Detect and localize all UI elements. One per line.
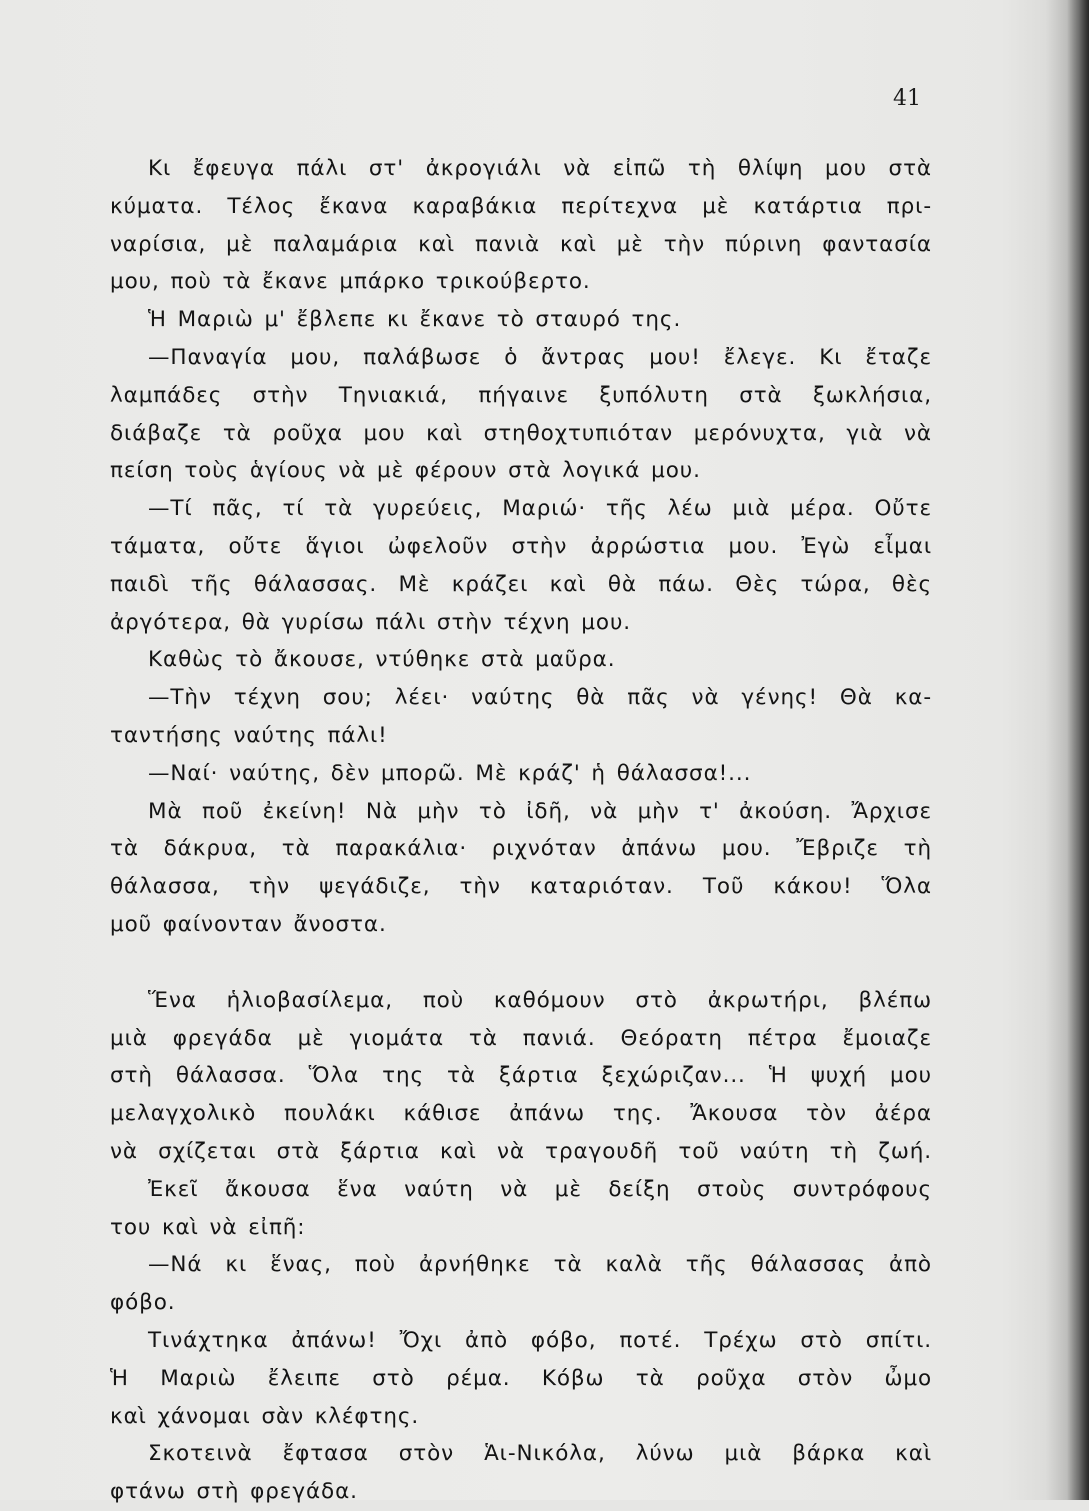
text-line: θάλασσα, τὴν ψεγάδιζε, τὴν καταριόταν. Τοῦ κάκου! Ὅλα — [110, 874, 932, 900]
text-line: πείση τοὺς ἁγίους νὰ μὲ φέρουν στὰ λογικά μου. — [110, 458, 701, 484]
text-line: νὰ σχίζεται στὰ ξάρτια καὶ νὰ τραγουδῆ τοῦ ναύτη τὴ ζωή. — [110, 1138, 932, 1164]
text-line: —Τὴν τέχνη σου; λέει· ναύτης θὰ πᾶς νὰ γένης! Θὰ κα- — [148, 685, 932, 711]
text-line: ταντήσης ναύτης πάλι! — [110, 722, 388, 748]
text-line: στὴ θάλασσα. Ὅλα της τὰ ξάρτια ξεχώριζαν... Ἡ ψυχή μου — [110, 1063, 932, 1089]
text-line: τὰ δάκρυα, τὰ παρακάλια· ριχνόταν ἀπάνω μου. Ἔβριζε τὴ — [110, 836, 932, 862]
text-line: —Νά κι ἕνας, ποὺ ἀρνήθηκε τὰ καλὰ τῆς θάλασσας ἀπὸ — [148, 1252, 932, 1278]
text-line: καὶ χάνομαι σὰν κλέφτης. — [110, 1403, 420, 1429]
text-line: Ἕνα ἡλιοβασίλεμα, ποὺ καθόμουν στὸ ἀκρωτήρι, βλέπω — [148, 987, 932, 1013]
text-line: φτάνω στὴ φρεγάδα. — [110, 1479, 358, 1505]
body-text — [110, 150, 932, 1511]
text-line: παιδὶ τῆς θάλασσας. Μὲ κράζει καὶ θὰ πάω. Θὲς τώρα, θὲς — [110, 571, 932, 597]
text-line: μελαγχολικὸ πουλάκι κάθισε ἀπάνω της. Ἄκουσα τὸν ἀέρα — [110, 1101, 932, 1127]
page-edge-shadow — [1067, 0, 1089, 1500]
text-line: —Παναγία μου, παλάβωσε ὁ ἄντρας μου! ἔλεγε. Κι ἔταζε — [148, 344, 932, 370]
text-line: φόβο. — [110, 1290, 176, 1316]
text-line: κύματα. Τέλος ἔκανα καραβάκια περίτεχνα μὲ κατάρτια πρι- — [110, 193, 932, 219]
text-line: Καθὼς τὸ ἄκουσε, ντύθηκε στὰ μαῦρα. — [148, 647, 616, 673]
text-line: διάβαζε τὰ ροῦχα μου καὶ στηθοχτυπιόταν μερόνυχτα, γιὰ νὰ — [110, 420, 932, 446]
text-line: Ἡ Μαριὼ ἔλειπε στὸ ρέμα. Κόβω τὰ ροῦχα στὸν ὦμο — [110, 1365, 932, 1391]
text-line: λαμπάδες στὴν Τηνιακιά, πήγαινε ξυπόλυτη στὰ ξωκλήσια, — [110, 382, 932, 408]
text-line: Ἡ Μαριὼ μ' ἔβλεπε κι ἔκανε τὸ σταυρό της. — [148, 307, 682, 333]
text-line: Σκοτεινὰ ἔφτασα στὸν Ἁι-Νικόλα, λύνω μιὰ βάρκα καὶ — [148, 1441, 932, 1467]
text-line: ἀργότερα, θὰ γυρίσω πάλι στὴν τέχνη μου. — [110, 609, 632, 635]
text-line: Κι ἔφευγα πάλι στ' ἀκρογιάλι νὰ εἰπῶ τὴ θλίψη μου στὰ — [148, 156, 932, 181]
text-line: μου, ποὺ τὰ ἔκανε μπάρκο τρικούβερτο. — [110, 269, 591, 295]
text-line: Τινάχτηκα ἀπάνω! Ὄχι ἀπὸ φόβο, ποτέ. Τρέχω στὸ σπίτι. — [148, 1327, 932, 1353]
text-line: τάματα, οὔτε ἅγιοι ὠφελοῦν στὴν ἀρρώστια μου. Ἐγὼ εἶμαι — [110, 533, 932, 559]
text-line: ναρίσια, μὲ παλαμάρια καὶ πανιὰ καὶ μὲ τὴν πύρινη φαντασία — [110, 231, 932, 257]
text-line: —Τί πᾶς, τί τὰ γυρεύεις, Μαριώ· τῆς λέω μιὰ μέρα. Οὔτε — [148, 496, 932, 522]
page-number: 41 — [893, 86, 921, 111]
text-line: Μὰ ποῦ ἐκείνη! Νὰ μὴν τὸ ἰδῆ, νὰ μὴν τ' ἀκούση. Ἄρχισε — [148, 798, 932, 824]
text-line: Ἐκεῖ ἄκουσα ἕνα ναύτη νὰ μὲ δείξη στοὺς συντρόφους — [148, 1176, 932, 1202]
text-line: —Ναί· ναύτης, δὲν μπορῶ. Μὲ κράζ' ἡ θάλασσα!... — [148, 760, 752, 786]
text-line: μοῦ φαίνονταν ἄνοστα. — [110, 911, 387, 937]
paragraph-gap — [110, 944, 932, 982]
text-line: του καὶ νὰ εἰπῆ: — [110, 1214, 306, 1240]
text-line: μιὰ φρεγάδα μὲ γιομάτα τὰ πανιά. Θεόρατη πέτρα ἔμοιαζε — [110, 1025, 932, 1051]
